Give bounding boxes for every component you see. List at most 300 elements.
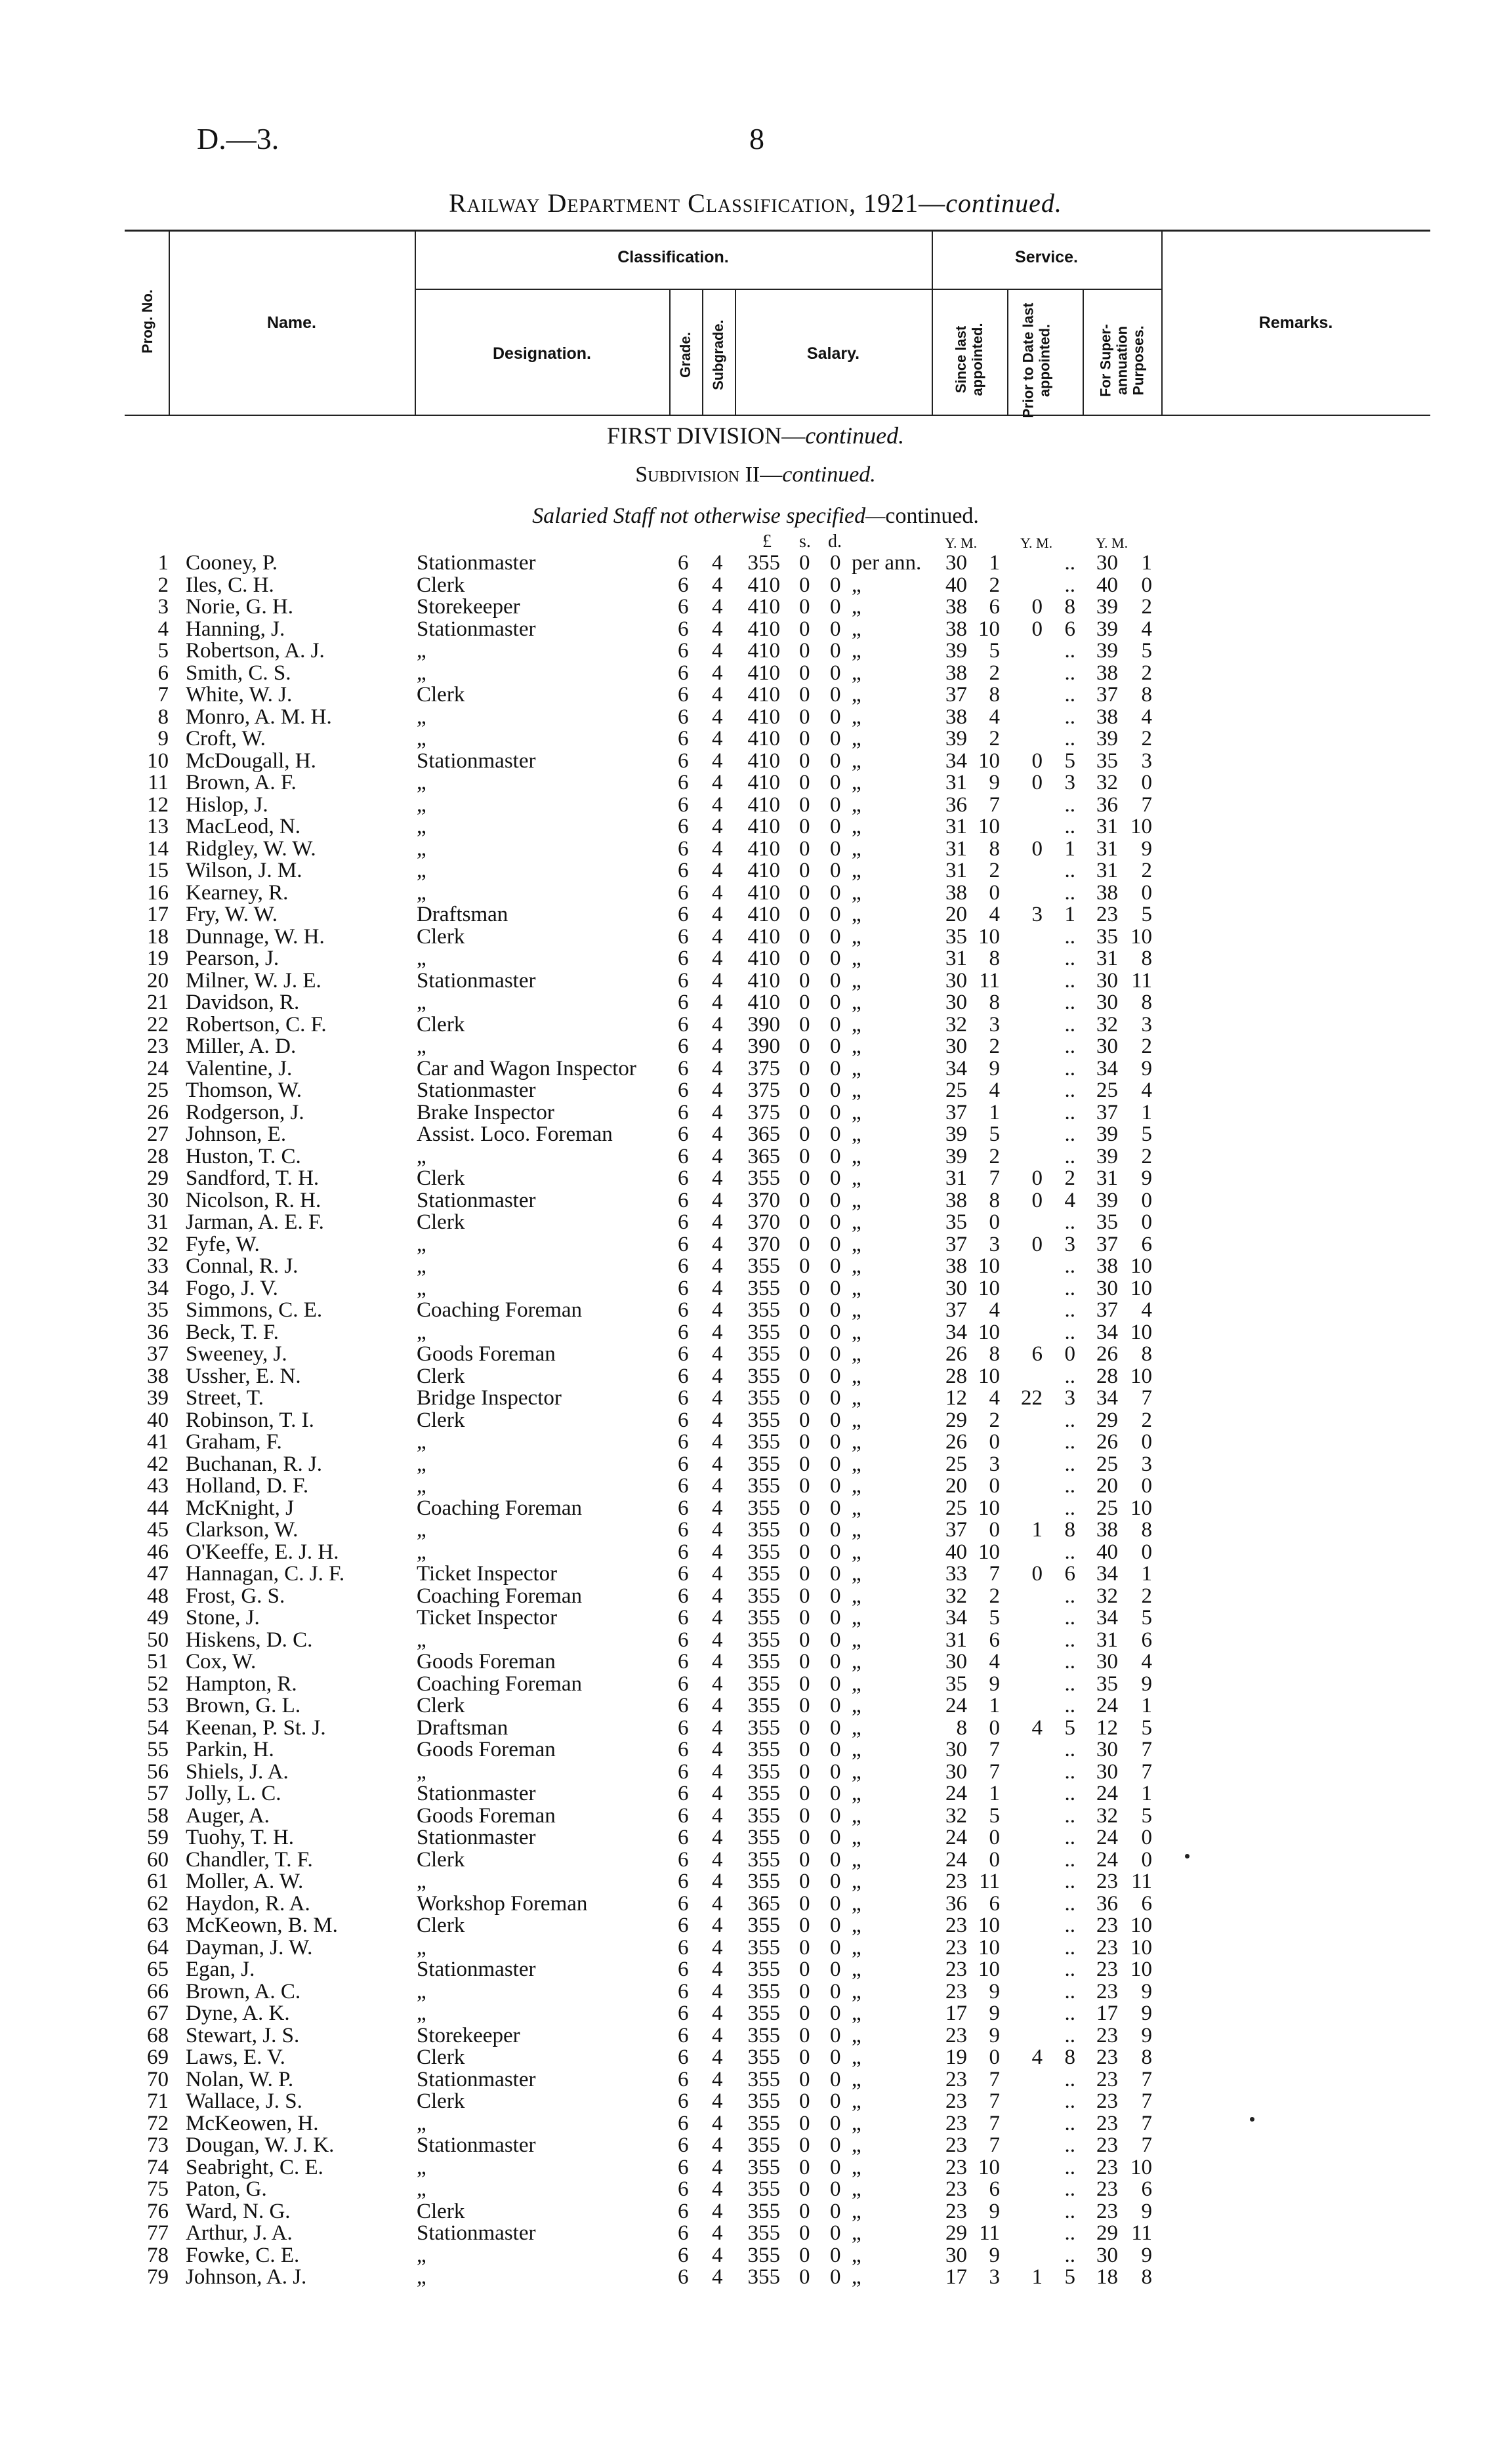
salary-pounds: 355	[747, 2002, 780, 2025]
salary-period: „	[852, 1562, 861, 1586]
header-prog-no: Prog. No.	[139, 289, 155, 354]
super-years: 23	[1096, 1870, 1118, 1893]
designation: „	[417, 880, 426, 905]
salary-pence: 0	[830, 991, 841, 1014]
prior-months: ..	[1064, 1847, 1075, 1872]
staff-name: Sandford, T. H.	[186, 1166, 320, 1190]
subgrade: 4	[712, 2133, 723, 2157]
subgrade: 4	[712, 1738, 723, 1761]
staff-name: McKnight, J	[186, 1496, 294, 1520]
salary-pounds: 390	[747, 1012, 780, 1037]
since-months: 2	[989, 1408, 1000, 1432]
salary-pounds: 355	[747, 1342, 780, 1366]
table-row	[0, 1739, 1511, 1761]
staff-name: Frost, G. S.	[186, 1584, 285, 1608]
salary-period: „	[852, 1672, 861, 1696]
since-months: 0	[989, 2045, 1000, 2069]
super-years: 38	[1096, 880, 1118, 905]
salary-shillings: 0	[799, 1474, 810, 1498]
grade: 6	[678, 749, 689, 773]
subgrade: 4	[712, 2045, 723, 2069]
salary-pence: 0	[830, 2002, 841, 2025]
super-years: 35	[1096, 924, 1118, 949]
subgrade: 4	[712, 1562, 723, 1586]
prior-months: ..	[1064, 924, 1075, 949]
designation: Clerk	[417, 2045, 465, 2069]
staff-name: Dyne, A. K.	[186, 2002, 290, 2025]
prog-no: 47	[147, 1562, 169, 1586]
subgrade: 4	[712, 1122, 723, 1146]
salary-shillings: 0	[799, 1496, 810, 1520]
subgrade: 4	[712, 727, 723, 750]
salary-pence: 0	[830, 1870, 841, 1893]
designation: Goods Foreman	[417, 1650, 556, 1673]
prior-months: ..	[1064, 2133, 1075, 2157]
salary-period: „	[852, 617, 861, 641]
since-months: 0	[989, 1847, 1000, 1872]
col-divider	[1083, 289, 1084, 415]
staff-name: Monro, A. M. H.	[186, 705, 332, 729]
prior-months: ..	[1064, 1650, 1075, 1673]
table-row	[0, 2179, 1511, 2200]
table-row	[0, 1278, 1511, 1300]
table-row	[0, 707, 1511, 728]
subgrade: 4	[712, 1035, 723, 1058]
table-row	[0, 1630, 1511, 1651]
salary-pence: 0	[830, 727, 841, 750]
prog-no: 28	[147, 1144, 169, 1168]
grade: 6	[678, 1979, 689, 2003]
grade: 6	[678, 1232, 689, 1256]
staff-name: Robertson, A. J.	[186, 639, 325, 663]
since-months: 1	[989, 1694, 1000, 1717]
salary-pounds: 365	[747, 1891, 780, 1916]
salary-pounds: 355	[747, 1738, 780, 1761]
grade: 6	[678, 1298, 689, 1322]
grade: 6	[678, 792, 689, 817]
grade: 6	[678, 1320, 689, 1344]
salary-shillings: 0	[799, 1056, 810, 1080]
grade: 6	[678, 1847, 689, 1872]
since-months: 7	[989, 1562, 1000, 1586]
prog-no: 48	[147, 1584, 169, 1608]
subgrade: 4	[712, 2243, 723, 2267]
staff-note-suffix: continued.	[885, 504, 979, 528]
since-years: 20	[945, 1474, 967, 1498]
since-years: 34	[945, 1320, 967, 1344]
prog-no: 41	[147, 1430, 169, 1454]
salary-pence: 0	[830, 1891, 841, 1916]
salary-period: „	[852, 2177, 861, 2201]
staff-name: O'Keeffe, E. J. H.	[186, 1540, 339, 1564]
grade: 6	[678, 1056, 689, 1080]
since-months: 0	[989, 1474, 1000, 1498]
prior-months: 8	[1064, 1518, 1075, 1542]
super-years: 26	[1096, 1430, 1118, 1454]
table-row	[0, 948, 1511, 970]
staff-name: Street, T.	[186, 1386, 264, 1410]
salary-pounds: 410	[747, 639, 780, 663]
salary-pence: 0	[830, 1012, 841, 1037]
designation: Clerk	[417, 1694, 465, 1717]
prior-months: ..	[1064, 1870, 1075, 1893]
since-years: 26	[945, 1430, 967, 1454]
salary-period: „	[852, 2111, 861, 2135]
since-years: 32	[945, 1803, 967, 1828]
prog-no: 35	[147, 1298, 169, 1322]
prog-no: 57	[147, 1782, 169, 1805]
prog-no: 69	[147, 2045, 169, 2069]
salary-period: „	[852, 2265, 861, 2289]
salary-pence: 0	[830, 2243, 841, 2267]
table-row	[0, 1915, 1511, 1937]
super-years: 31	[1096, 836, 1118, 861]
staff-name: Davidson, R.	[186, 991, 300, 1014]
prior-years: 0	[1031, 749, 1043, 773]
salary-period: „	[852, 1803, 861, 1828]
salary-shillings: 0	[799, 1562, 810, 1586]
staff-name: Dunnage, W. H.	[186, 924, 325, 949]
super-years: 39	[1096, 617, 1118, 641]
prior-months: 3	[1064, 1232, 1075, 1256]
salary-shillings: 0	[799, 947, 810, 970]
grade: 6	[678, 595, 689, 619]
subgrade: 4	[712, 1012, 723, 1037]
prior-months: ..	[1064, 1254, 1075, 1278]
subgrade: 4	[712, 792, 723, 817]
prior-months: ..	[1064, 1364, 1075, 1388]
prog-no: 8	[157, 705, 169, 729]
header-grade: Grade.	[677, 332, 693, 378]
print-mark	[1250, 2117, 1254, 2122]
grade: 6	[678, 2002, 689, 2025]
salary-pounds: 355	[747, 1650, 780, 1673]
salary-shillings: 0	[799, 2023, 810, 2047]
subdivision-heading-main: Subdivision II—	[635, 462, 783, 487]
subgrade: 4	[712, 1232, 723, 1256]
since-years: 38	[945, 595, 967, 619]
super-months: 0	[1141, 1210, 1152, 1234]
prior-months: ..	[1064, 2199, 1075, 2223]
since-months: 5	[989, 639, 1000, 663]
table-row	[0, 1454, 1511, 1475]
salary-pence: 0	[830, 1847, 841, 1872]
super-months: 0	[1141, 1188, 1152, 1212]
salary-pence: 0	[830, 1078, 841, 1102]
since-months: 2	[989, 727, 1000, 750]
since-years: 36	[945, 1891, 967, 1916]
grade: 6	[678, 991, 689, 1014]
salary-pence: 0	[830, 1298, 841, 1322]
since-months: 4	[989, 1650, 1000, 1673]
since-years: 19	[945, 2045, 967, 2069]
super-years: 24	[1096, 1782, 1118, 1805]
staff-name: Kearney, R.	[186, 880, 289, 905]
salary-shillings: 0	[799, 1452, 810, 1476]
salary-period: „	[852, 991, 861, 1014]
since-months: 4	[989, 1078, 1000, 1102]
super-months: 10	[1130, 1254, 1152, 1278]
prog-no: 33	[147, 1254, 169, 1278]
table-row	[0, 663, 1511, 684]
table-row	[0, 926, 1511, 948]
subgrade: 4	[712, 859, 723, 882]
super-years: 38	[1096, 705, 1118, 729]
prior-months: 6	[1064, 1562, 1075, 1586]
table-row	[0, 2267, 1511, 2288]
salary-period: „	[852, 1628, 861, 1652]
since-months: 9	[989, 2002, 1000, 2025]
super-years: 38	[1096, 1518, 1118, 1542]
since-years: 36	[945, 792, 967, 817]
salary-pounds: 375	[747, 1078, 780, 1102]
salary-period: „	[852, 2002, 861, 2025]
subgrade: 4	[712, 2002, 723, 2025]
subgrade: 4	[712, 1891, 723, 1916]
grade: 6	[678, 2155, 689, 2179]
grade: 6	[678, 1914, 689, 1937]
subgrade: 4	[712, 2111, 723, 2135]
salary-pounds: 410	[747, 573, 780, 597]
salary-pence: 0	[830, 1628, 841, 1652]
table-row	[0, 2069, 1511, 2091]
since-months: 6	[989, 1628, 1000, 1652]
classification-rule	[415, 289, 932, 290]
subgrade: 4	[712, 1496, 723, 1520]
designation: Ticket Inspector	[417, 1606, 558, 1630]
table-row	[0, 1981, 1511, 2003]
salary-pounds: 370	[747, 1210, 780, 1234]
super-years: 39	[1096, 1122, 1118, 1146]
prior-months: 2	[1064, 1166, 1075, 1190]
grade: 6	[678, 1870, 689, 1893]
salary-pounds: 355	[747, 2133, 780, 2157]
salary-shillings: 0	[799, 617, 810, 641]
prior-months: ..	[1064, 573, 1075, 597]
salary-pounds: 410	[747, 947, 780, 970]
salary-period: „	[852, 815, 861, 838]
prog-no: 20	[147, 968, 169, 993]
designation: Clerk	[417, 1364, 465, 1388]
salary-pence: 0	[830, 1782, 841, 1805]
subgrade: 4	[712, 815, 723, 838]
table-row	[0, 1542, 1511, 1563]
table-row	[0, 1387, 1511, 1409]
since-years: 32	[945, 1584, 967, 1608]
header-designation: Designation.	[492, 344, 591, 363]
subgrade: 4	[712, 1958, 723, 1981]
designation: Workshop Foreman	[417, 1891, 588, 1916]
grade: 6	[678, 815, 689, 838]
prior-months: ..	[1064, 551, 1075, 575]
prog-no: 26	[147, 1100, 169, 1124]
salary-shillings: 0	[799, 1320, 810, 1344]
designation: Brake Inspector	[417, 1100, 554, 1124]
since-years: 23	[945, 2067, 967, 2091]
subgrade: 4	[712, 1914, 723, 1937]
super-months: 6	[1141, 2177, 1152, 2201]
salary-shillings: 0	[799, 924, 810, 949]
since-years: 23	[945, 1935, 967, 1960]
table-row	[0, 1431, 1511, 1453]
grade: 6	[678, 683, 689, 707]
table-row	[0, 2113, 1511, 2135]
subgrade: 4	[712, 1364, 723, 1388]
staff-name: Ussher, E. N.	[186, 1364, 301, 1388]
staff-name: Hiskens, D. C.	[186, 1628, 313, 1652]
super-months: 7	[1141, 792, 1152, 817]
prior-months: ..	[1064, 705, 1075, 729]
since-years: 20	[945, 903, 967, 926]
service-rule	[932, 289, 1161, 290]
salary-pounds: 410	[747, 880, 780, 905]
salary-pounds: 355	[747, 1584, 780, 1608]
since-months: 7	[989, 1166, 1000, 1190]
table-row	[0, 1058, 1511, 1080]
super-months: 9	[1141, 2002, 1152, 2025]
prog-no: 3	[157, 595, 169, 619]
salary-pounds: 355	[747, 1759, 780, 1784]
salary-pence: 0	[830, 1496, 841, 1520]
salary-pounds: 355	[747, 2177, 780, 2201]
designation: Stationmaster	[417, 749, 536, 773]
staff-name: Wilson, J. M.	[186, 859, 302, 882]
subgrade: 4	[712, 617, 723, 641]
designation: Clerk	[417, 1210, 465, 1234]
subgrade: 4	[712, 1276, 723, 1300]
since-years: 30	[945, 1276, 967, 1300]
staff-name: Chandler, T. F.	[186, 1847, 313, 1872]
designation: „	[417, 1935, 426, 1960]
salary-shillings: 0	[799, 1012, 810, 1037]
salary-pence: 0	[830, 903, 841, 926]
salary-pence: 0	[830, 1694, 841, 1717]
since-months: 10	[978, 1496, 1000, 1520]
subgrade: 4	[712, 573, 723, 597]
subgrade: 4	[712, 595, 723, 619]
since-months: 7	[989, 2133, 1000, 2157]
designation: „	[417, 2243, 426, 2267]
prior-months: ..	[1064, 880, 1075, 905]
staff-name: Hanning, J.	[186, 617, 285, 641]
salary-pounds: 355	[747, 1474, 780, 1498]
super-years: 23	[1096, 2023, 1118, 2047]
super-months: 10	[1130, 1496, 1152, 1520]
prog-no: 53	[147, 1694, 169, 1717]
grade: 6	[678, 2265, 689, 2289]
super-years: 18	[1096, 2265, 1118, 2289]
grade: 6	[678, 1144, 689, 1168]
subgrade: 4	[712, 683, 723, 707]
salary-period: „	[852, 2199, 861, 2223]
super-months: 11	[1131, 1870, 1152, 1893]
designation: „	[417, 2002, 426, 2025]
prior-months: 5	[1064, 2265, 1075, 2289]
prior-months: ..	[1064, 1803, 1075, 1828]
super-months: 7	[1141, 2089, 1152, 2113]
salary-pence: 0	[830, 683, 841, 707]
salary-pence: 0	[830, 1166, 841, 1190]
header-prior-to-date: Prior to Date last appointed.	[1020, 302, 1053, 419]
super-years: 37	[1096, 683, 1118, 707]
super-months: 7	[1141, 1738, 1152, 1761]
prog-no: 77	[147, 2221, 169, 2245]
super-years: 37	[1096, 1298, 1118, 1322]
table-row	[0, 1168, 1511, 1189]
salary-pence: 0	[830, 1540, 841, 1564]
subgrade: 4	[712, 1979, 723, 2003]
super-years: 30	[1096, 551, 1118, 575]
designation: „	[417, 815, 426, 838]
since-years: 28	[945, 1364, 967, 1388]
since-years: 33	[945, 1562, 967, 1586]
since-years: 29	[945, 2221, 967, 2245]
salary-shillings: 0	[799, 2133, 810, 2157]
staff-name: Stewart, J. S.	[186, 2023, 300, 2047]
since-months: 9	[989, 1672, 1000, 1696]
salary-period: „	[852, 947, 861, 970]
super-months: 5	[1141, 1715, 1152, 1740]
table-row	[0, 1080, 1511, 1101]
since-years: 40	[945, 1540, 967, 1564]
salary-pounds: 410	[747, 991, 780, 1014]
super-years: 23	[1096, 2133, 1118, 2157]
salary-period: „	[852, 573, 861, 597]
super-years: 40	[1096, 573, 1118, 597]
salary-shillings: 0	[799, 2067, 810, 2091]
prior-years: 1	[1031, 1518, 1043, 1542]
since-months: 10	[978, 924, 1000, 949]
staff-name: Huston, T. C.	[186, 1144, 301, 1168]
since-years: 30	[945, 968, 967, 993]
salary-period: „	[852, 1979, 861, 2003]
division-heading-main: FIRST DIVISION—	[606, 422, 806, 449]
salary-pence: 0	[830, 1759, 841, 1784]
grade: 6	[678, 1628, 689, 1652]
designation: Stationmaster	[417, 1958, 536, 1981]
salary-period: „	[852, 595, 861, 619]
since-years: 23	[945, 2023, 967, 2047]
designation: Stationmaster	[417, 1826, 536, 1849]
designation: Stationmaster	[417, 1078, 536, 1102]
prior-months: ..	[1064, 1782, 1075, 1805]
grade: 6	[678, 1540, 689, 1564]
prior-years: 0	[1031, 1232, 1043, 1256]
subgrade: 4	[712, 1672, 723, 1696]
super-years: 30	[1096, 968, 1118, 993]
prior-months: ..	[1064, 1408, 1075, 1432]
prog-no: 24	[147, 1056, 169, 1080]
subgrade: 4	[712, 1320, 723, 1344]
grade: 6	[678, 859, 689, 882]
table-row	[0, 1014, 1511, 1036]
since-years: 30	[945, 1738, 967, 1761]
prog-no: 5	[157, 639, 169, 663]
since-months: 8	[989, 947, 1000, 970]
subgrade: 4	[712, 880, 723, 905]
super-months: 5	[1141, 903, 1152, 926]
prior-months: 6	[1064, 617, 1075, 641]
salary-pounds: 410	[747, 968, 780, 993]
col-divider	[702, 289, 703, 415]
salary-period: „	[852, 639, 861, 663]
since-months: 4	[989, 1298, 1000, 1322]
grade: 6	[678, 1386, 689, 1410]
super-years: 32	[1096, 1584, 1118, 1608]
super-years: 30	[1096, 991, 1118, 1014]
salary-shillings: 0	[799, 1386, 810, 1410]
salary-pence: 0	[830, 792, 841, 817]
